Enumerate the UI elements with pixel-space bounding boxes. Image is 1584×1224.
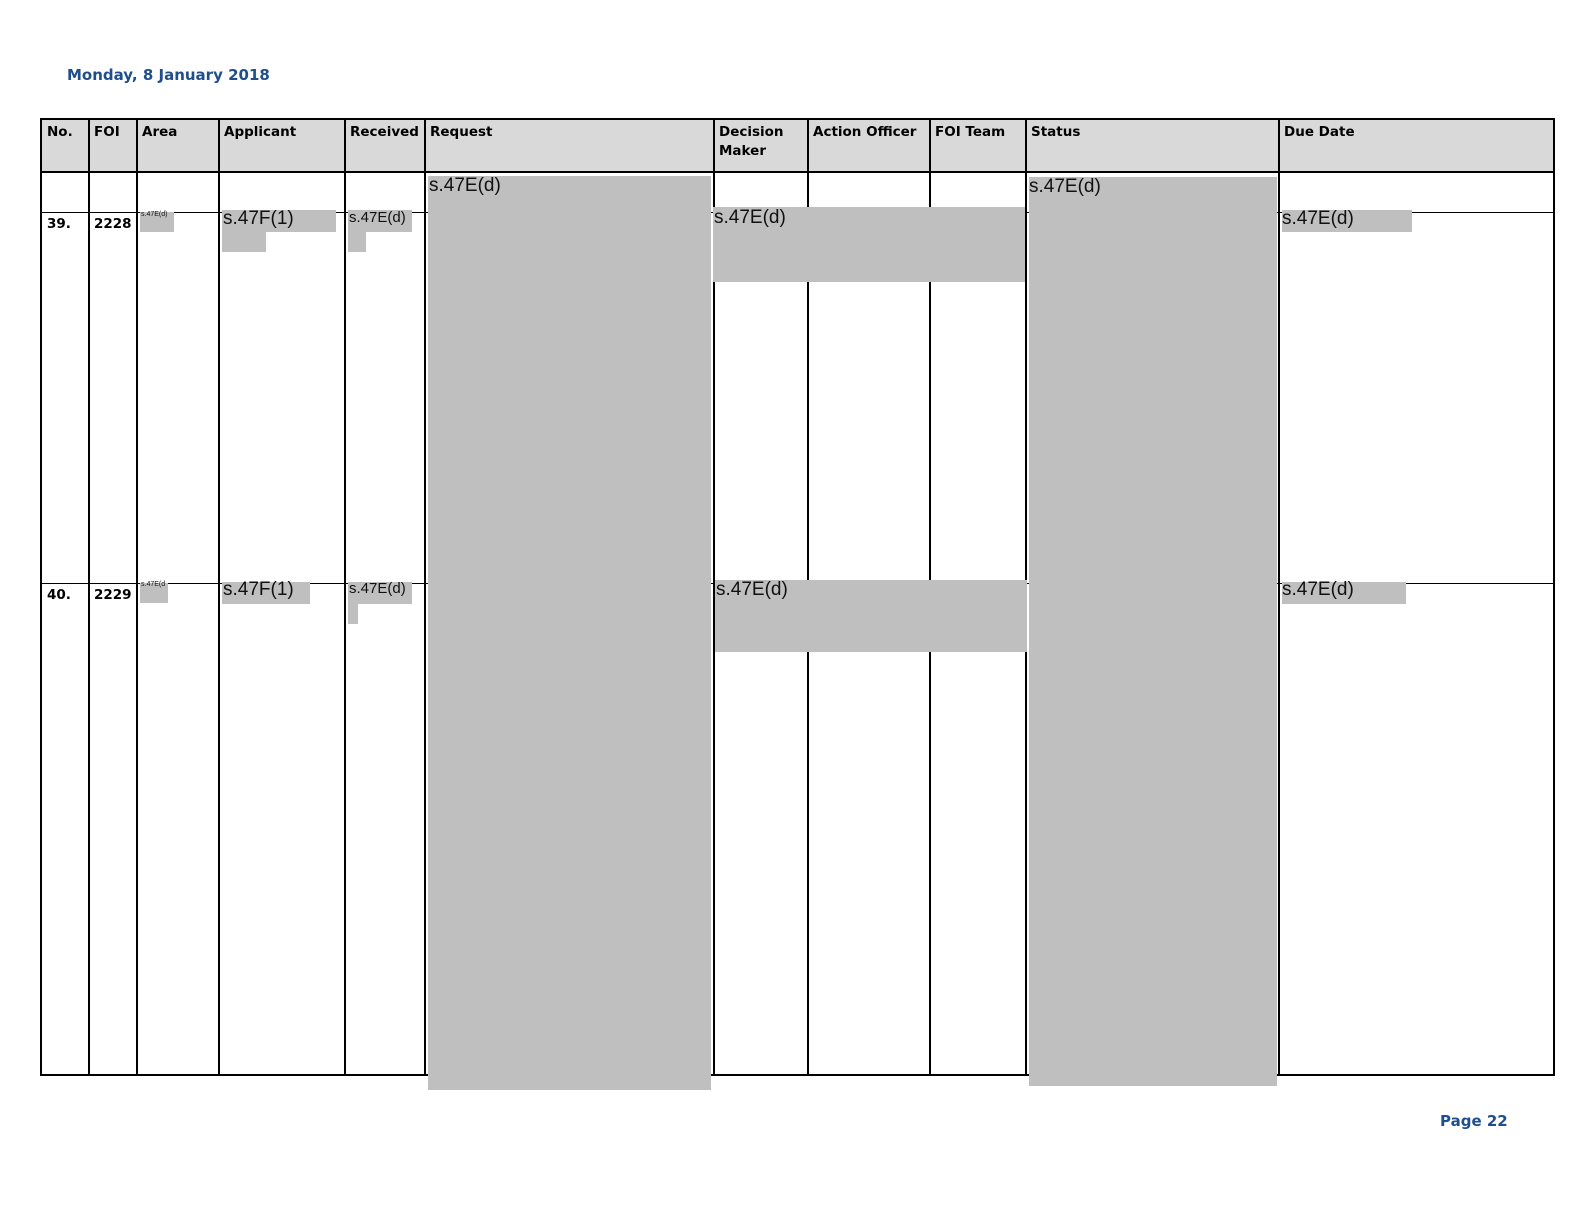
row-39-applicant-redaction: s.47F(1) xyxy=(223,208,294,229)
header-foi: FOI xyxy=(94,124,120,140)
redaction-box xyxy=(348,232,366,252)
row-40-area-redaction: s.47E(d xyxy=(141,581,166,588)
row-40-due-redaction: s.47E(d) xyxy=(1282,579,1354,600)
row-40-foi: 2229 xyxy=(94,587,132,603)
header-action-officer: Action Officer xyxy=(813,124,917,140)
header-area: Area xyxy=(142,124,178,140)
header-decision-maker: Decision Maker xyxy=(719,124,784,159)
row-39-area-redaction: s.47E(d) xyxy=(141,211,168,218)
page-number: Page 22 xyxy=(1440,1112,1508,1130)
foi-register-table xyxy=(40,118,1555,1076)
row-40-decision-redaction: s.47E(d) xyxy=(716,579,788,600)
row-40-received-redaction: s.47E(d) xyxy=(349,580,406,597)
request-column-redaction xyxy=(428,176,711,1090)
header-received: Received xyxy=(350,124,419,140)
report-date: Monday, 8 January 2018 xyxy=(67,66,270,84)
column-divider xyxy=(424,120,426,1074)
column-divider xyxy=(1278,120,1280,1074)
column-divider xyxy=(136,120,138,1074)
status-column-redaction xyxy=(1029,177,1277,1086)
row-39-decision-redaction: s.47E(d) xyxy=(714,207,786,228)
header-foi-team: FOI Team xyxy=(935,124,1006,140)
header-status: Status xyxy=(1031,124,1081,140)
column-divider xyxy=(218,120,220,1074)
header-due-date: Due Date xyxy=(1284,124,1355,140)
header-request: Request xyxy=(430,124,493,140)
row-39-no: 39. xyxy=(47,216,71,232)
header-no: No. xyxy=(47,124,73,140)
header-applicant: Applicant xyxy=(224,124,297,140)
row-39-due-redaction: s.47E(d) xyxy=(1282,208,1354,229)
column-divider xyxy=(344,120,346,1074)
row-39-received-redaction: s.47E(d) xyxy=(349,209,406,226)
redaction-box xyxy=(348,604,358,624)
row-39-foi: 2228 xyxy=(94,216,132,232)
request-redaction-label: s.47E(d) xyxy=(429,175,501,196)
row-40-no: 40. xyxy=(47,587,71,603)
row-40-applicant-redaction: s.47F(1) xyxy=(223,579,294,600)
column-divider xyxy=(88,120,90,1074)
redaction-box xyxy=(222,232,266,252)
status-redaction-label: s.47E(d) xyxy=(1029,176,1101,197)
